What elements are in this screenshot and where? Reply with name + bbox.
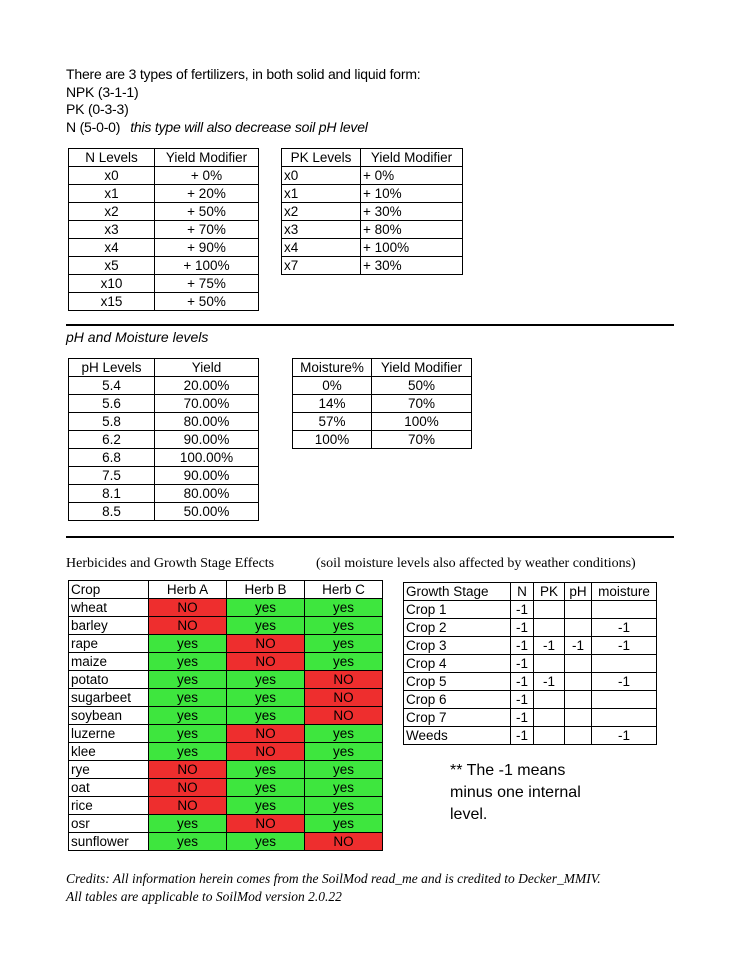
herb-table-cell: NO — [227, 653, 305, 671]
n-table-row — [69, 239, 259, 257]
herb-table-cell: rye — [69, 761, 149, 779]
growth-table-cell — [565, 709, 592, 727]
intro-n — [66, 119, 421, 137]
pk-header-level: PK Levels — [282, 149, 361, 167]
growth-table-cell: -1 — [511, 637, 534, 655]
intro-text — [66, 66, 421, 136]
herb-table-cell: yes — [149, 653, 227, 671]
herb-table-row — [69, 617, 383, 635]
growth-table-cell — [565, 601, 592, 619]
growth-table-row — [404, 691, 657, 709]
herb-table-cell: NO — [305, 833, 383, 851]
herb-table-cell: yes — [305, 797, 383, 815]
divider-2 — [66, 536, 674, 538]
ph-table-row — [69, 503, 259, 521]
growth-table-cell: -1 — [511, 673, 534, 691]
herb-table-row — [69, 671, 383, 689]
herb-table-cell: rice — [69, 797, 149, 815]
herb-table-cell: NO — [149, 797, 227, 815]
growth-header-n: N — [511, 583, 534, 601]
pk-table-cell: + 30% — [361, 257, 463, 275]
herb-table-cell: yes — [149, 671, 227, 689]
herb-table-cell: oat — [69, 779, 149, 797]
n-table-cell: x3 — [69, 221, 155, 239]
credits-line2: All tables are applicable to SoilMod version 2.0.22 — [66, 889, 342, 904]
herb-table-cell: yes — [305, 743, 383, 761]
herbicide-table — [68, 580, 383, 851]
divider-1 — [66, 324, 674, 326]
herb-table-row — [69, 815, 383, 833]
growth-table-row — [404, 727, 657, 745]
herb-table-cell: NO — [149, 599, 227, 617]
growth-header-ph: pH — [565, 583, 592, 601]
herb-section-note: (soil moisture levels also affected by weather conditions) — [316, 556, 636, 571]
n-levels-table — [68, 148, 259, 311]
herb-table-cell: yes — [227, 707, 305, 725]
ph-header-level: pH Levels — [69, 359, 155, 377]
moisture-header-level: Moisture% — [293, 359, 372, 377]
herb-header-a: Herb A — [149, 581, 227, 599]
ph-table-row — [69, 377, 259, 395]
growth-table-cell — [592, 691, 657, 709]
herb-table-cell: potato — [69, 671, 149, 689]
herb-table-body — [69, 599, 383, 851]
growth-table-cell: -1 — [592, 673, 657, 691]
credits-line1: Credits: All information herein comes from the SoilMod read_me and is credited to Decker_MMIV. — [66, 871, 601, 886]
herb-table-cell: yes — [305, 815, 383, 833]
herb-table-cell: yes — [149, 707, 227, 725]
herb-table-cell: NO — [305, 707, 383, 725]
ph-table-cell: 100.00% — [155, 449, 259, 467]
herb-table-cell: klee — [69, 743, 149, 761]
herb-table-cell: yes — [227, 797, 305, 815]
growth-table-cell — [565, 727, 592, 745]
growth-table-cell: -1 — [511, 655, 534, 673]
herb-table-cell: yes — [149, 725, 227, 743]
herb-table-cell: yes — [149, 743, 227, 761]
herb-table-cell: soybean — [69, 707, 149, 725]
herb-table-cell: NO — [305, 671, 383, 689]
growth-table-row — [404, 619, 657, 637]
intro-n-note: this type will also decrease soil pH level — [130, 118, 368, 135]
moisture-table-cell: 100% — [293, 431, 372, 449]
moisture-table-row — [293, 431, 472, 449]
ph-table-cell: 8.1 — [69, 485, 155, 503]
ph-header-yield: Yield — [155, 359, 259, 377]
herb-table-cell: yes — [149, 689, 227, 707]
herb-header-crop: Crop — [69, 581, 149, 599]
n-table-cell: x1 — [69, 185, 155, 203]
growth-header-pk: PK — [534, 583, 565, 601]
growth-table-cell — [592, 601, 657, 619]
pk-table-row — [282, 185, 463, 203]
n-table-row — [69, 275, 259, 293]
growth-table-cell: -1 — [565, 637, 592, 655]
pk-table-cell: x4 — [282, 239, 361, 257]
pk-table-cell: + 30% — [361, 203, 463, 221]
n-table-cell: + 20% — [155, 185, 259, 203]
ph-table-cell: 90.00% — [155, 467, 259, 485]
pk-levels-table — [281, 148, 463, 275]
growth-note-line3: level. — [450, 806, 488, 823]
n-table-row — [69, 185, 259, 203]
moisture-table-cell: 100% — [372, 413, 472, 431]
n-table-cell: x10 — [69, 275, 155, 293]
n-table-row — [69, 203, 259, 221]
intro-n-label: N (5-0-0) — [66, 118, 121, 135]
pk-table-cell: + 80% — [361, 221, 463, 239]
herb-table-row — [69, 743, 383, 761]
growth-header-moisture: moisture — [592, 583, 657, 601]
herb-table-cell: yes — [305, 599, 383, 617]
herb-table-cell: sugarbeet — [69, 689, 149, 707]
herb-table-cell: yes — [227, 599, 305, 617]
ph-table-cell: 6.2 — [69, 431, 155, 449]
n-table-cell: x2 — [69, 203, 155, 221]
moisture-table-cell: 70% — [372, 431, 472, 449]
ph-section-title: pH and Moisture levels — [66, 329, 209, 345]
pk-table-cell: x1 — [282, 185, 361, 203]
growth-table-row — [404, 655, 657, 673]
pk-table-cell: x7 — [282, 257, 361, 275]
growth-table-cell: -1 — [592, 637, 657, 655]
growth-table-cell — [534, 709, 565, 727]
n-table-body — [69, 167, 259, 311]
herb-table-cell: yes — [305, 635, 383, 653]
ph-table-row — [69, 467, 259, 485]
growth-table-cell: -1 — [592, 727, 657, 745]
pk-header-yield: Yield Modifier — [361, 149, 463, 167]
herb-header-b: Herb B — [227, 581, 305, 599]
herb-header-c: Herb C — [305, 581, 383, 599]
ph-table-cell: 70.00% — [155, 395, 259, 413]
n-table-cell: x15 — [69, 293, 155, 311]
moisture-table-body — [293, 377, 472, 449]
n-table-cell: + 100% — [155, 257, 259, 275]
growth-table-cell: -1 — [511, 601, 534, 619]
moisture-table — [292, 358, 472, 449]
growth-table-cell: Crop 1 — [404, 601, 511, 619]
herb-table-cell: NO — [227, 815, 305, 833]
growth-table-cell: -1 — [511, 709, 534, 727]
ph-table-cell: 5.6 — [69, 395, 155, 413]
growth-stage-table — [403, 582, 657, 745]
growth-table-cell: Crop 5 — [404, 673, 511, 691]
n-table-cell: x0 — [69, 167, 155, 185]
n-table-row — [69, 257, 259, 275]
herb-table-cell: yes — [227, 833, 305, 851]
pk-table-row — [282, 167, 463, 185]
moisture-table-row — [293, 377, 472, 395]
herb-table-row — [69, 725, 383, 743]
n-table-row — [69, 167, 259, 185]
ph-table-cell: 90.00% — [155, 431, 259, 449]
n-header-level: N Levels — [69, 149, 155, 167]
herb-table-cell: NO — [227, 743, 305, 761]
herb-table-row — [69, 797, 383, 815]
growth-table-cell: Crop 2 — [404, 619, 511, 637]
herb-table-cell: NO — [149, 779, 227, 797]
herb-table-cell: yes — [149, 833, 227, 851]
herb-table-cell: yes — [227, 617, 305, 635]
moisture-table-cell: 0% — [293, 377, 372, 395]
herb-table-cell: yes — [149, 635, 227, 653]
herb-table-cell: yes — [305, 617, 383, 635]
ph-table-cell: 8.5 — [69, 503, 155, 521]
pk-table-cell: x0 — [282, 167, 361, 185]
intro-npk: NPK (3-1-1) — [66, 83, 139, 100]
n-table-cell: + 50% — [155, 203, 259, 221]
n-table-cell: + 90% — [155, 239, 259, 257]
herb-table-cell: yes — [227, 689, 305, 707]
growth-table-cell — [592, 655, 657, 673]
intro-pk: PK (0-3-3) — [66, 101, 129, 117]
growth-note-line2: minus one internal — [450, 784, 581, 801]
n-table-cell: + 75% — [155, 275, 259, 293]
moisture-table-cell: 70% — [372, 395, 472, 413]
herb-table-row — [69, 779, 383, 797]
herb-table-cell: yes — [305, 779, 383, 797]
credits — [66, 870, 601, 906]
growth-table-cell: Weeds — [404, 727, 511, 745]
herb-table-cell: wheat — [69, 599, 149, 617]
ph-table-cell: 5.8 — [69, 413, 155, 431]
pk-table-cell: x3 — [282, 221, 361, 239]
herb-table-cell: sunflower — [69, 833, 149, 851]
herb-table-cell: luzerne — [69, 725, 149, 743]
growth-table-cell: Crop 6 — [404, 691, 511, 709]
herb-table-cell: yes — [227, 761, 305, 779]
growth-table-body — [404, 601, 657, 745]
growth-table-cell: -1 — [592, 619, 657, 637]
growth-table-cell: -1 — [511, 691, 534, 709]
growth-table-row — [404, 709, 657, 727]
n-table-cell: + 50% — [155, 293, 259, 311]
growth-note — [450, 760, 630, 826]
herb-table-cell: NO — [227, 725, 305, 743]
herb-table-cell: yes — [227, 779, 305, 797]
growth-table-cell — [534, 691, 565, 709]
growth-table-cell — [534, 655, 565, 673]
herb-table-row — [69, 689, 383, 707]
growth-table-cell — [534, 601, 565, 619]
herb-table-row — [69, 707, 383, 725]
growth-table-row — [404, 637, 657, 655]
ph-table-cell: 50.00% — [155, 503, 259, 521]
pk-table-row — [282, 221, 463, 239]
moisture-table-cell: 57% — [293, 413, 372, 431]
ph-table-cell: 80.00% — [155, 485, 259, 503]
pk-table-row — [282, 257, 463, 275]
ph-table-cell: 20.00% — [155, 377, 259, 395]
herb-section-title: Herbicides and Growth Stage Effects — [66, 556, 275, 571]
ph-table-row — [69, 431, 259, 449]
herb-table-cell: NO — [149, 761, 227, 779]
growth-table-cell: -1 — [534, 673, 565, 691]
herb-table-cell: osr — [69, 815, 149, 833]
pk-table-cell: + 10% — [361, 185, 463, 203]
growth-table-cell — [565, 619, 592, 637]
herb-table-cell: yes — [305, 653, 383, 671]
n-table-cell: + 0% — [155, 167, 259, 185]
herb-table-cell: yes — [227, 671, 305, 689]
growth-table-cell — [565, 655, 592, 673]
growth-header-stage: Growth Stage — [404, 583, 511, 601]
intro-line: There are 3 types of fertilizers, in both solid and liquid form: — [66, 66, 421, 82]
herb-table-cell: yes — [305, 761, 383, 779]
ph-table-cell: 80.00% — [155, 413, 259, 431]
herb-table-row — [69, 761, 383, 779]
growth-table-cell: -1 — [511, 619, 534, 637]
herb-table-cell: rape — [69, 635, 149, 653]
moisture-table-row — [293, 413, 472, 431]
n-table-cell: x5 — [69, 257, 155, 275]
ph-table-cell: 6.8 — [69, 449, 155, 467]
ph-table-row — [69, 395, 259, 413]
n-table-row — [69, 221, 259, 239]
growth-table-cell — [565, 673, 592, 691]
herb-table-row — [69, 635, 383, 653]
growth-table-cell: Crop 4 — [404, 655, 511, 673]
ph-table-cell: 7.5 — [69, 467, 155, 485]
growth-note-line1: ** The -1 means — [450, 762, 566, 779]
ph-table-row — [69, 413, 259, 431]
growth-table-cell: Crop 7 — [404, 709, 511, 727]
moisture-header-yield: Yield Modifier — [372, 359, 472, 377]
herb-table-cell: yes — [149, 815, 227, 833]
growth-table-cell — [534, 727, 565, 745]
pk-table-cell: + 100% — [361, 239, 463, 257]
herb-table-row — [69, 653, 383, 671]
n-table-cell: + 70% — [155, 221, 259, 239]
growth-table-row — [404, 601, 657, 619]
n-table-row — [69, 293, 259, 311]
n-table-cell: x4 — [69, 239, 155, 257]
pk-table-body — [282, 167, 463, 275]
growth-table-cell — [592, 709, 657, 727]
growth-table-cell: -1 — [511, 727, 534, 745]
moisture-table-row — [293, 395, 472, 413]
ph-table-row — [69, 449, 259, 467]
ph-levels-table — [68, 358, 259, 521]
herb-table-cell: NO — [227, 635, 305, 653]
herb-table-row — [69, 833, 383, 851]
n-header-yield: Yield Modifier — [155, 149, 259, 167]
ph-table-row — [69, 485, 259, 503]
herb-table-row — [69, 599, 383, 617]
growth-table-cell — [534, 619, 565, 637]
pk-table-row — [282, 239, 463, 257]
pk-table-cell: + 0% — [361, 167, 463, 185]
pk-table-row — [282, 203, 463, 221]
herb-table-cell: NO — [149, 617, 227, 635]
pk-table-cell: x2 — [282, 203, 361, 221]
herb-table-cell: NO — [305, 689, 383, 707]
ph-table-cell: 5.4 — [69, 377, 155, 395]
growth-table-cell: Crop 3 — [404, 637, 511, 655]
moisture-table-cell: 14% — [293, 395, 372, 413]
ph-table-body — [69, 377, 259, 521]
herb-table-cell: maize — [69, 653, 149, 671]
herb-table-cell: yes — [305, 725, 383, 743]
growth-table-cell: -1 — [534, 637, 565, 655]
growth-table-row — [404, 673, 657, 691]
moisture-table-cell: 50% — [372, 377, 472, 395]
herb-table-cell: barley — [69, 617, 149, 635]
growth-table-cell — [565, 691, 592, 709]
